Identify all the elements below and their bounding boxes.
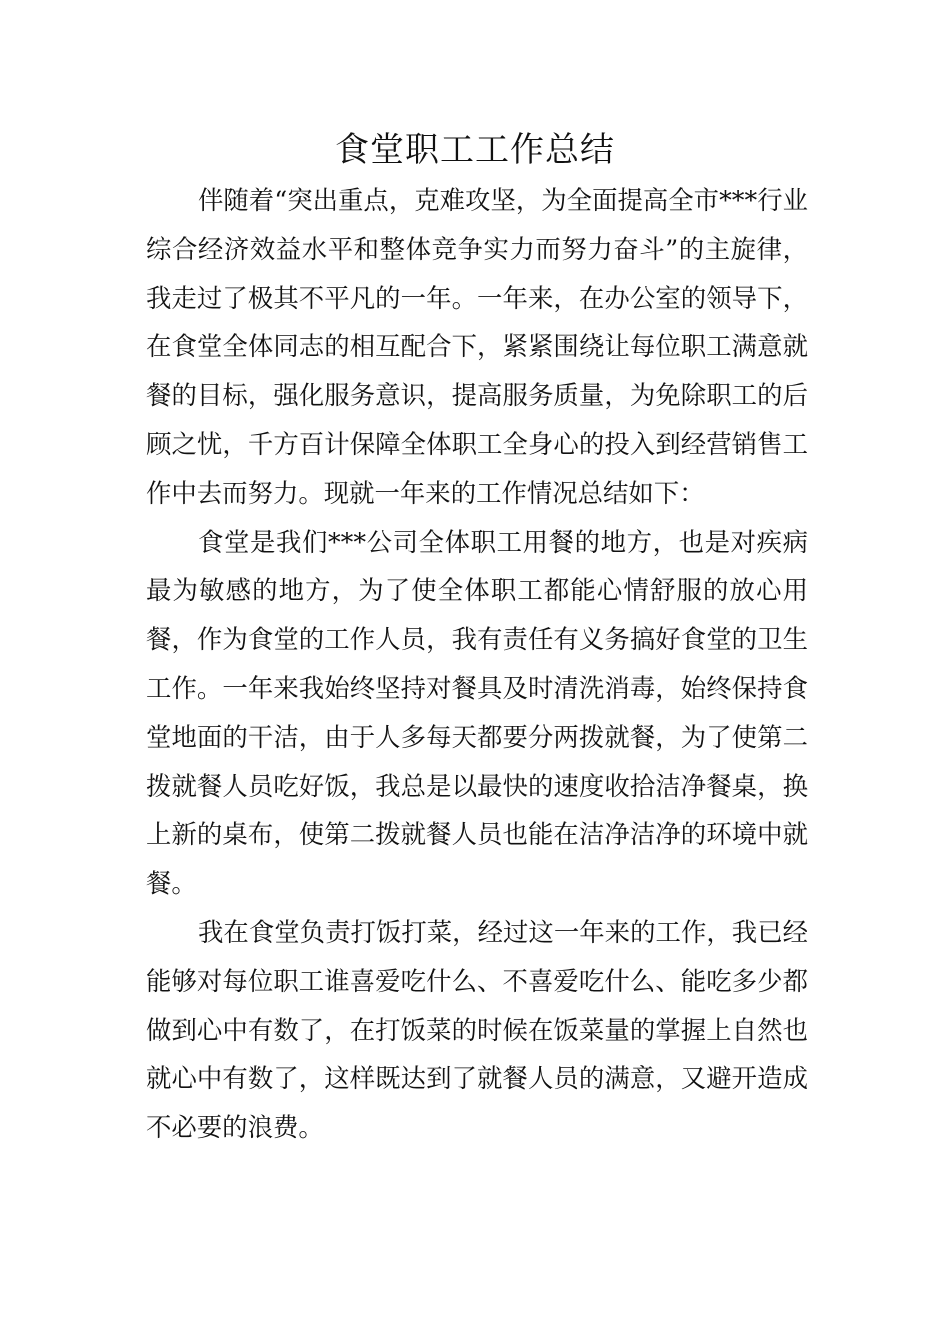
document-body	[146, 176, 808, 1152]
paragraph-1: 伴随着“突出重点，克难攻坚，为全面提高全市***行业综合经济效益水平和整体竞争实力而努力奋斗”的主旋律，我走过了极其不平凡的一年。一年来，在办公室的领导下，在食堂全体同志的相互配合下，紧紧围绕让每位职工满意就餐的目标，强化服务意识，提高服务质量，为免除职工的后顾之忧，千方百计保障全体职工全身心的投入到经营销售工作中去而努力。现就一年来的工作情况总结如下：	[146, 185, 808, 508]
paragraph-3: 我在食堂负责打饭打菜，经过这一年来的工作，我已经能够对每位职工谁喜爱吃什么、不喜爱吃什么、能吃多少都做到心中有数了，在打饭菜的时候在饭菜量的掌握上自然也就心中有数了，这样既达到了就餐人员的满意，又避开造成不必要的浪费。	[146, 916, 808, 1143]
paragraph-2: 食堂是我们***公司全体职工用餐的地方，也是对疾病最为敏感的地方，为了使全体职工都能心情舒服的放心用餐，作为食堂的工作人员，我有责任有义务搞好食堂的卫生工作。一年来我始终坚持对餐具及时清洗消毒，始终保持食堂地面的干洁，由于人多每天都要分两拨就餐，为了使第二拨就餐人员吃好饭，我总是以最快的速度收拾洁净餐桌，换上新的桌布，使第二拨就餐人员也能在洁净洁净的环境中就餐。	[146, 526, 808, 899]
page-title: 食堂职工工作总结	[335, 130, 615, 170]
